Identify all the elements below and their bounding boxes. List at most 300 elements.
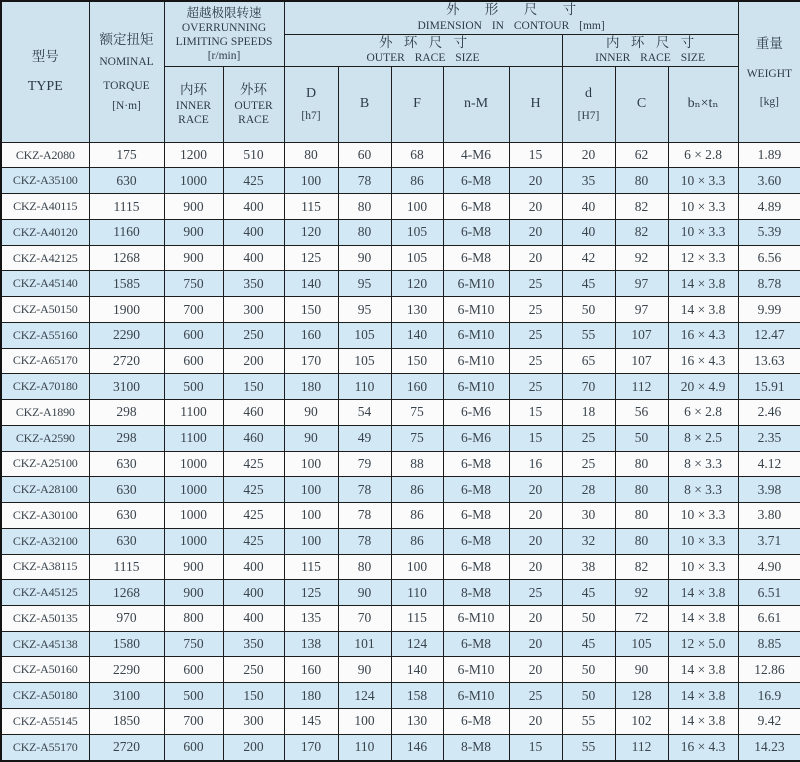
cell-value: 100 — [284, 528, 338, 554]
cell-value: 9.42 — [738, 708, 800, 734]
cell-value: 1585 — [89, 271, 164, 297]
cell-model-type: CKZ-A50135 — [1, 605, 89, 631]
table-row — [1, 605, 800, 631]
cell-value: 2290 — [89, 657, 164, 683]
cell-value: 102 — [615, 708, 668, 734]
cell-value: 600 — [164, 348, 223, 374]
table-row — [1, 683, 800, 709]
cell-value: 6-M8 — [443, 219, 509, 245]
table-row — [1, 477, 800, 503]
table-row — [1, 245, 800, 271]
dimension-label-en — [285, 19, 738, 33]
cell-value: 9.99 — [738, 297, 800, 323]
cell-value: 425 — [223, 477, 284, 503]
cell-value: 14 × 3.8 — [668, 297, 738, 323]
cell-value: 110 — [338, 374, 391, 400]
cell-value: 82 — [615, 219, 668, 245]
cell-model-type: CKZ-A45140 — [1, 271, 89, 297]
cell-value: 82 — [615, 194, 668, 220]
cell-value: 80 — [338, 219, 391, 245]
cell-value: 16 × 4.3 — [668, 322, 738, 348]
cell-value: 60 — [338, 142, 391, 168]
col-header-B: B — [338, 66, 391, 142]
cell-value: 150 — [223, 683, 284, 709]
cell-value: 55 — [562, 734, 615, 761]
table-row — [1, 425, 800, 451]
cell-value: 95 — [338, 297, 391, 323]
cell-value: 38 — [562, 554, 615, 580]
cell-value: 25 — [509, 271, 562, 297]
cell-model-type: CKZ-A1890 — [1, 400, 89, 426]
cell-value: 54 — [338, 400, 391, 426]
cell-value: 20 — [509, 219, 562, 245]
cell-value: 15 — [509, 400, 562, 426]
cell-model-type: CKZ-A50180 — [1, 683, 89, 709]
cell-value: 12 × 3.3 — [668, 245, 738, 271]
speeds-unit: [r/min] — [207, 50, 241, 62]
cell-value: 3.60 — [738, 168, 800, 194]
cell-value: 970 — [89, 605, 164, 631]
cell-value: 158 — [391, 683, 443, 709]
cell-value: 425 — [223, 451, 284, 477]
cell-value: 100 — [284, 477, 338, 503]
cell-value: 90 — [338, 580, 391, 606]
speed-outer-zh: 外环 — [240, 82, 267, 98]
cell-value: 1268 — [89, 580, 164, 606]
cell-value: 400 — [223, 580, 284, 606]
cell-value: 298 — [89, 400, 164, 426]
cell-value: 14 × 3.8 — [668, 271, 738, 297]
cell-value: 500 — [164, 683, 223, 709]
cell-value: 750 — [164, 271, 223, 297]
cell-value: 70 — [562, 374, 615, 400]
cell-value: 100 — [391, 554, 443, 580]
cell-value: 80 — [615, 168, 668, 194]
cell-value: 92 — [615, 580, 668, 606]
cell-value: 10 × 3.3 — [668, 554, 738, 580]
cell-value: 16 × 4.3 — [668, 348, 738, 374]
cell-value: 140 — [391, 657, 443, 683]
table-row — [1, 168, 800, 194]
speed-inner-en1: INNER — [175, 100, 212, 112]
table-body — [1, 142, 800, 761]
cell-value: 8.78 — [738, 271, 800, 297]
cell-value: 82 — [615, 554, 668, 580]
speed-inner-en2: RACE — [178, 114, 209, 127]
cell-model-type: CKZ-A55145 — [1, 708, 89, 734]
cell-value: 6-M8 — [443, 503, 509, 529]
table-row — [1, 219, 800, 245]
cell-model-type: CKZ-A40115 — [1, 194, 89, 220]
cell-model-type: CKZ-A45125 — [1, 580, 89, 606]
cell-value: 25 — [509, 348, 562, 374]
cell-value: 95 — [338, 271, 391, 297]
cell-value: 1000 — [164, 528, 223, 554]
cell-value: 1580 — [89, 631, 164, 657]
cell-value: 97 — [615, 297, 668, 323]
cell-value: 900 — [164, 194, 223, 220]
cell-value: 55 — [562, 708, 615, 734]
cell-value: 12 × 5.0 — [668, 631, 738, 657]
D-tolerance: [h7] — [301, 109, 321, 122]
cell-value: 6-M6 — [443, 425, 509, 451]
cell-value: 97 — [615, 271, 668, 297]
cell-value: 20 — [509, 554, 562, 580]
cell-value: 900 — [164, 580, 223, 606]
torque-label-en1: NOMINAL — [99, 55, 154, 68]
cell-value: 3.98 — [738, 477, 800, 503]
cell-value: 6-M8 — [443, 708, 509, 734]
cell-value: 250 — [223, 657, 284, 683]
cell-value: 105 — [615, 631, 668, 657]
cell-value: 62 — [615, 142, 668, 168]
cell-value: 105 — [338, 348, 391, 374]
cell-value: 150 — [223, 374, 284, 400]
cell-value: 112 — [615, 734, 668, 761]
table-row — [1, 348, 800, 374]
cell-value: 32 — [562, 528, 615, 554]
table-header — [1, 1, 800, 142]
dimension-label-zh: 外 形 尺 寸 — [446, 2, 577, 18]
cell-value: 180 — [284, 683, 338, 709]
cell-value: 20 — [509, 168, 562, 194]
cell-value: 150 — [391, 348, 443, 374]
cell-value: 4.89 — [738, 194, 800, 220]
col-header-type — [1, 1, 89, 142]
weight-unit: [kg] — [759, 95, 779, 108]
cell-value: 6-M10 — [443, 348, 509, 374]
cell-value: 6-M8 — [443, 168, 509, 194]
cell-value: 425 — [223, 528, 284, 554]
cell-value: 45 — [562, 631, 615, 657]
cell-value: 1000 — [164, 477, 223, 503]
cell-model-type: CKZ-A45138 — [1, 631, 89, 657]
cell-value: 630 — [89, 503, 164, 529]
cell-value: 90 — [284, 400, 338, 426]
cell-value: 2.35 — [738, 425, 800, 451]
cell-value: 90 — [615, 657, 668, 683]
cell-value: 8 × 3.3 — [668, 477, 738, 503]
cell-value: 460 — [223, 400, 284, 426]
table-row — [1, 400, 800, 426]
cell-value: 75 — [391, 425, 443, 451]
cell-value: 1000 — [164, 168, 223, 194]
cell-value: 115 — [284, 194, 338, 220]
cell-value: 30 — [562, 503, 615, 529]
cell-model-type: CKZ-A55160 — [1, 322, 89, 348]
cell-value: 20 — [562, 142, 615, 168]
cell-value: 138 — [284, 631, 338, 657]
cell-value: 160 — [391, 374, 443, 400]
cell-value: 50 — [562, 657, 615, 683]
cell-value: 900 — [164, 245, 223, 271]
speeds-label-en1: OVERRUNNING — [181, 21, 267, 34]
cell-value: 8-M8 — [443, 580, 509, 606]
cell-value: 20 × 4.9 — [668, 374, 738, 400]
cell-value: 88 — [391, 451, 443, 477]
cell-value: 700 — [164, 297, 223, 323]
cell-value: 78 — [338, 168, 391, 194]
weight-label-en: WEIGHT — [746, 67, 793, 80]
cell-value: 800 — [164, 605, 223, 631]
cell-value: 170 — [284, 734, 338, 761]
cell-model-type: CKZ-A2590 — [1, 425, 89, 451]
cell-value: 14.23 — [738, 734, 800, 761]
cell-value: 18 — [562, 400, 615, 426]
cell-value: 700 — [164, 708, 223, 734]
cell-model-type: CKZ-A65170 — [1, 348, 89, 374]
cell-value: 35 — [562, 168, 615, 194]
cell-value: 80 — [615, 528, 668, 554]
cell-value: 6-M8 — [443, 245, 509, 271]
cell-value: 630 — [89, 528, 164, 554]
cell-model-type: CKZ-A2080 — [1, 142, 89, 168]
cell-value: 1115 — [89, 194, 164, 220]
torque-label-en2: TORQUE — [103, 79, 150, 92]
speed-outer-en2: RACE — [238, 114, 269, 127]
cell-value: 12.47 — [738, 322, 800, 348]
cell-value: 400 — [223, 245, 284, 271]
cell-value: 630 — [89, 477, 164, 503]
cell-value: 101 — [338, 631, 391, 657]
speeds-label-en2: LIMITING SPEEDS — [175, 35, 273, 48]
cell-value: 1160 — [89, 219, 164, 245]
cell-value: 16 × 4.3 — [668, 734, 738, 761]
cell-value: 140 — [284, 271, 338, 297]
cell-value: 107 — [615, 348, 668, 374]
cell-value: 250 — [223, 322, 284, 348]
inner-race-label-en: INNER RACE SIZE — [595, 52, 705, 65]
cell-value: 150 — [284, 297, 338, 323]
inner-race-label-zh: 内 环 尺 寸 — [606, 34, 695, 50]
cell-value: 750 — [164, 631, 223, 657]
cell-value: 68 — [391, 142, 443, 168]
cell-model-type: CKZ-A55170 — [1, 734, 89, 761]
cell-value: 130 — [391, 708, 443, 734]
type-label-zh: 型号 — [31, 48, 59, 64]
cell-value: 350 — [223, 271, 284, 297]
outer-race-label-zh: 外 环 尺 寸 — [378, 34, 468, 50]
table-row — [1, 142, 800, 168]
cell-value: 100 — [284, 168, 338, 194]
cell-value: 65 — [562, 348, 615, 374]
cell-value: 6-M6 — [443, 400, 509, 426]
cell-value: 6-M10 — [443, 322, 509, 348]
cell-value: 2.46 — [738, 400, 800, 426]
cell-value: 110 — [391, 580, 443, 606]
cell-value: 200 — [223, 348, 284, 374]
cell-model-type: CKZ-A38115 — [1, 554, 89, 580]
cell-value: 120 — [284, 219, 338, 245]
header-row-1 — [1, 1, 800, 34]
cell-value: 1100 — [164, 425, 223, 451]
cell-model-type: CKZ-A30100 — [1, 503, 89, 529]
cell-value: 105 — [338, 322, 391, 348]
cell-model-type: CKZ-A28100 — [1, 477, 89, 503]
cell-value: 86 — [391, 477, 443, 503]
cell-value: 25 — [509, 297, 562, 323]
table-row — [1, 580, 800, 606]
cell-value: 90 — [284, 425, 338, 451]
cell-value: 5.39 — [738, 219, 800, 245]
cell-value: 1000 — [164, 451, 223, 477]
cell-value: 300 — [223, 708, 284, 734]
cell-value: 40 — [562, 194, 615, 220]
cell-value: 110 — [338, 734, 391, 761]
cell-value: 92 — [615, 245, 668, 271]
cell-value: 14 × 3.8 — [668, 605, 738, 631]
cell-value: 135 — [284, 605, 338, 631]
cell-value: 600 — [164, 322, 223, 348]
table-row — [1, 194, 800, 220]
cell-value: 25 — [509, 374, 562, 400]
cell-value: 6-M10 — [443, 657, 509, 683]
cell-value: 112 — [615, 374, 668, 400]
cell-value: 6-M8 — [443, 451, 509, 477]
cell-value: 1268 — [89, 245, 164, 271]
cell-value: 600 — [164, 657, 223, 683]
cell-value: 20 — [509, 503, 562, 529]
dimension-unit: [mm] — [579, 20, 605, 32]
cell-value: 6-M10 — [443, 683, 509, 709]
cell-value: 56 — [615, 400, 668, 426]
cell-value: 80 — [338, 554, 391, 580]
cell-model-type: CKZ-A40120 — [1, 219, 89, 245]
d-label: d — [585, 85, 593, 101]
cell-value: 124 — [338, 683, 391, 709]
col-header-bt: bₙ×tₙ — [668, 66, 738, 142]
cell-value: 3100 — [89, 683, 164, 709]
cell-value: 1100 — [164, 400, 223, 426]
type-label-en: TYPE — [27, 79, 63, 95]
cell-value: 125 — [284, 580, 338, 606]
cell-value: 20 — [509, 631, 562, 657]
cell-value: 6-M10 — [443, 297, 509, 323]
col-header-nM: n-M — [443, 66, 509, 142]
cell-value: 350 — [223, 631, 284, 657]
cell-value: 400 — [223, 605, 284, 631]
table-row — [1, 297, 800, 323]
cell-value: 6-M8 — [443, 528, 509, 554]
col-header-F: F — [391, 66, 443, 142]
cell-value: 8.85 — [738, 631, 800, 657]
cell-value: 50 — [562, 605, 615, 631]
table-row — [1, 708, 800, 734]
cell-value: 55 — [562, 322, 615, 348]
torque-unit: [N·m] — [112, 99, 141, 112]
cell-value: 10 × 3.3 — [668, 219, 738, 245]
col-header-weight — [738, 1, 800, 142]
weight-label-zh: 重量 — [755, 36, 783, 52]
speed-outer-en1: OUTER — [234, 100, 273, 112]
col-header-H: H — [509, 66, 562, 142]
cell-value: 6.61 — [738, 605, 800, 631]
cell-value: 14 × 3.8 — [668, 580, 738, 606]
col-header-torque — [89, 1, 164, 142]
cell-value: 4.90 — [738, 554, 800, 580]
cell-value: 49 — [338, 425, 391, 451]
cell-value: 6-M10 — [443, 271, 509, 297]
torque-label-zh: 额定扭矩 — [99, 32, 154, 48]
cell-value: 6 × 2.8 — [668, 400, 738, 426]
cell-model-type: CKZ-A50160 — [1, 657, 89, 683]
cell-value: 90 — [338, 245, 391, 271]
cell-value: 425 — [223, 503, 284, 529]
cell-value: 20 — [509, 194, 562, 220]
cell-value: 1900 — [89, 297, 164, 323]
cell-value: 425 — [223, 168, 284, 194]
cell-value: 86 — [391, 168, 443, 194]
cell-value: 25 — [562, 425, 615, 451]
cell-value: 2720 — [89, 734, 164, 761]
cell-value: 300 — [223, 297, 284, 323]
cell-value: 125 — [284, 245, 338, 271]
cell-value: 10 × 3.3 — [668, 194, 738, 220]
cell-value: 14 × 3.8 — [668, 708, 738, 734]
table-row — [1, 657, 800, 683]
cell-value: 6-M10 — [443, 605, 509, 631]
cell-value: 3.71 — [738, 528, 800, 554]
col-header-D — [284, 66, 338, 142]
cell-value: 6.51 — [738, 580, 800, 606]
table-row — [1, 528, 800, 554]
col-header-C: C — [615, 66, 668, 142]
cell-value: 146 — [391, 734, 443, 761]
cell-value: 78 — [338, 528, 391, 554]
cell-value: 124 — [391, 631, 443, 657]
cell-value: 16.9 — [738, 683, 800, 709]
d-tolerance: [H7] — [577, 109, 600, 122]
table-row — [1, 322, 800, 348]
cell-value: 2290 — [89, 322, 164, 348]
cell-value: 86 — [391, 528, 443, 554]
cell-value: 40 — [562, 219, 615, 245]
cell-value: 900 — [164, 554, 223, 580]
cell-value: 25 — [509, 580, 562, 606]
cell-value: 100 — [284, 503, 338, 529]
cell-value: 1.89 — [738, 142, 800, 168]
table-row — [1, 554, 800, 580]
cell-value: 2720 — [89, 348, 164, 374]
cell-value: 6-M8 — [443, 477, 509, 503]
cell-value: 80 — [615, 477, 668, 503]
col-group-speeds — [164, 1, 284, 66]
cell-value: 115 — [391, 605, 443, 631]
cell-value: 600 — [164, 734, 223, 761]
col-header-speed-inner — [164, 66, 223, 142]
speeds-label-zh: 超越极限转速 — [186, 5, 262, 20]
cell-value: 128 — [615, 683, 668, 709]
cell-value: 107 — [615, 322, 668, 348]
cell-value: 130 — [391, 297, 443, 323]
cell-value: 6-M10 — [443, 374, 509, 400]
cell-value: 20 — [509, 528, 562, 554]
cell-value: 4.12 — [738, 451, 800, 477]
cell-model-type: CKZ-A25100 — [1, 451, 89, 477]
cell-value: 15 — [509, 734, 562, 761]
cell-value: 460 — [223, 425, 284, 451]
table-row — [1, 503, 800, 529]
cell-value: 80 — [284, 142, 338, 168]
cell-value: 510 — [223, 142, 284, 168]
cell-value: 90 — [338, 657, 391, 683]
cell-value: 50 — [562, 683, 615, 709]
cell-value: 12.86 — [738, 657, 800, 683]
cell-value: 4-M6 — [443, 142, 509, 168]
cell-value: 20 — [509, 605, 562, 631]
cell-value: 400 — [223, 194, 284, 220]
cell-value: 8-M8 — [443, 734, 509, 761]
